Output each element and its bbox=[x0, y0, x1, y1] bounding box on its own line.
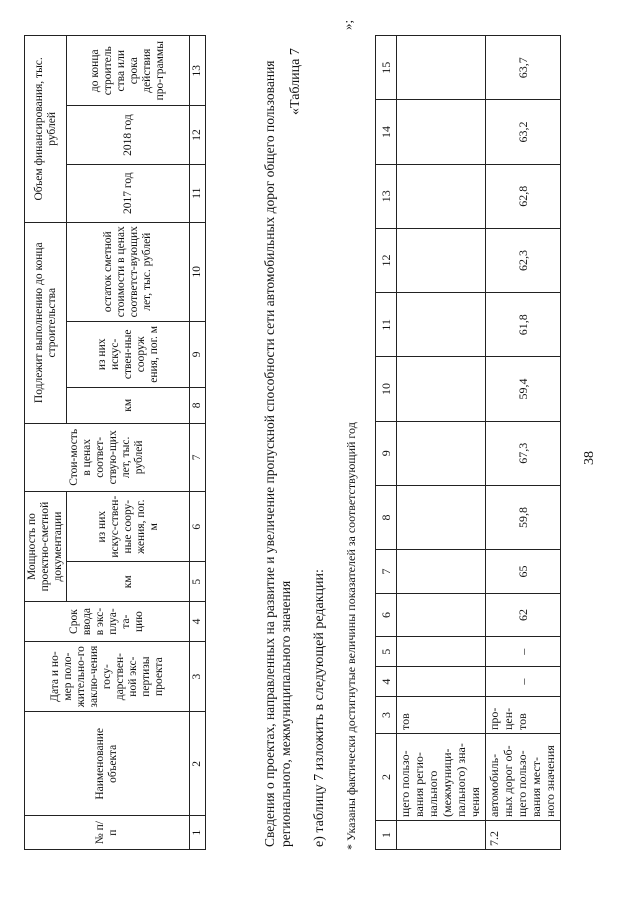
header-cell: 8 bbox=[376, 485, 397, 549]
table-cell: 61,8 bbox=[486, 293, 561, 357]
table-cell: 7.2 bbox=[486, 821, 561, 850]
col-index: 13 bbox=[190, 36, 206, 106]
table-cell: щего пользо-вания регио-нального (межмуници-пального) зна-чения bbox=[397, 734, 486, 821]
col-structures2-header: из них искус-ствен-ные сооруж ения, пог. м bbox=[67, 321, 190, 387]
col-index: 8 bbox=[190, 387, 206, 423]
header-cell: 12 bbox=[376, 228, 397, 292]
header-cell: 10 bbox=[376, 357, 397, 421]
col-financing-header: Объем финансирования, тыс. рублей bbox=[25, 36, 67, 223]
footnote-closing-quote: »; bbox=[340, 19, 355, 30]
col-km2-header: км bbox=[67, 387, 190, 423]
col-index: 6 bbox=[190, 492, 206, 562]
col-number-header: № п/п bbox=[25, 816, 190, 850]
table-cell bbox=[397, 667, 486, 697]
col-index: 10 bbox=[190, 222, 206, 321]
table-cell bbox=[397, 164, 486, 228]
header-cell: 5 bbox=[376, 637, 397, 667]
table-cell bbox=[397, 593, 486, 637]
col-index: 7 bbox=[190, 423, 206, 491]
col-remaining-header: Подлежит выполнению до конца строительства bbox=[25, 222, 67, 423]
header-cell: 13 bbox=[376, 164, 397, 228]
header-cell: 15 bbox=[376, 36, 397, 100]
col-2017-header: 2017 год bbox=[67, 164, 190, 222]
col-index: 3 bbox=[190, 641, 206, 711]
col-index: 5 bbox=[190, 562, 206, 602]
table-7-header bbox=[24, 35, 206, 850]
header-cell: 6 bbox=[376, 593, 397, 637]
table-cell bbox=[397, 228, 486, 292]
table-cell bbox=[397, 293, 486, 357]
header-cell: 1 bbox=[376, 821, 397, 850]
table-row bbox=[486, 36, 561, 850]
col-name-header: Наименование объекта bbox=[25, 712, 190, 816]
header-cell: 2 bbox=[376, 734, 397, 821]
col-index: 11 bbox=[190, 164, 206, 222]
header-cell: 3 bbox=[376, 697, 397, 734]
col-index: 9 bbox=[190, 321, 206, 387]
table-row bbox=[397, 36, 486, 850]
header-cell: 4 bbox=[376, 667, 397, 697]
table-cell bbox=[397, 485, 486, 549]
col-km-header: км bbox=[67, 562, 190, 602]
table-cell bbox=[397, 421, 486, 485]
table-cell: автомобиль-ных дорог об-щего пользо-вания мест-ного значения bbox=[486, 734, 561, 821]
table-cell bbox=[397, 550, 486, 594]
continued-table bbox=[375, 35, 561, 850]
col-index: 2 bbox=[190, 712, 206, 816]
header-row bbox=[376, 36, 397, 850]
table-cell: 59,8 bbox=[486, 485, 561, 549]
header-cell: 9 bbox=[376, 421, 397, 485]
table-cell bbox=[397, 100, 486, 164]
amendment-intro: е) таблицу 7 изложить в следующей редакции: bbox=[312, 569, 327, 847]
table-cell: 67,3 bbox=[486, 421, 561, 485]
col-term-header: Срок ввода в экс-плуа-та-цию bbox=[25, 602, 190, 642]
table-cell bbox=[397, 637, 486, 667]
col-structures-header: из них искус-ствен-ные соору-жения, пог. м bbox=[67, 492, 190, 562]
table-cell: 62 bbox=[486, 593, 561, 637]
col-rest-cost-header: остаток сметной стоимости в ценах соответст-вующих лет, тыс. рублей bbox=[67, 222, 190, 321]
header-row bbox=[25, 36, 67, 850]
col-2018-header: 2018 год bbox=[67, 106, 190, 164]
table-cell: 59,4 bbox=[486, 357, 561, 421]
col-index: 12 bbox=[190, 106, 206, 164]
col-end-header: до конца строитель ства или срока действия про-граммы bbox=[67, 36, 190, 106]
table-cell bbox=[397, 821, 486, 850]
col-power-header: Мощность по проектно-сметной документации bbox=[25, 492, 67, 602]
col-index: 1 bbox=[190, 816, 206, 850]
table-cell: 63,7 bbox=[486, 36, 561, 100]
table-cell: – bbox=[486, 667, 561, 697]
page-number: 38 bbox=[582, 451, 597, 465]
table-cell: 62,3 bbox=[486, 228, 561, 292]
column-number-row bbox=[190, 36, 206, 850]
table-cell: тов bbox=[397, 697, 486, 734]
col-expertise-header: Дата и но-мер поло-жительно-го заклю-чения госу-дарствен-ной экс-пертизы проекта bbox=[25, 641, 190, 711]
table-reference: «Таблица 7 bbox=[288, 48, 303, 115]
footnote: * Указаны фактически достигнутые величины показателей за соответствующий год bbox=[344, 422, 358, 850]
table-cell: 63,2 bbox=[486, 100, 561, 164]
col-cost-header: Стои-мость в ценах соответ-ствую-щих лет, тыс. рублей bbox=[25, 423, 190, 491]
header-cell: 7 bbox=[376, 550, 397, 594]
table-cell: 65 bbox=[486, 550, 561, 594]
table-cell: про-цен-тов bbox=[486, 697, 561, 734]
table-cell bbox=[397, 36, 486, 100]
header-cell: 11 bbox=[376, 293, 397, 357]
col-index: 4 bbox=[190, 602, 206, 642]
table-cell: 62,8 bbox=[486, 164, 561, 228]
table-cell bbox=[397, 357, 486, 421]
table-cell: – bbox=[486, 637, 561, 667]
table-caption: Сведения о проектах, направленных на развитие и увеличение пропускной способности сети автомобильных дорог общего пользования регионального, межмуниципального значения bbox=[262, 60, 293, 847]
header-cell: 14 bbox=[376, 100, 397, 164]
